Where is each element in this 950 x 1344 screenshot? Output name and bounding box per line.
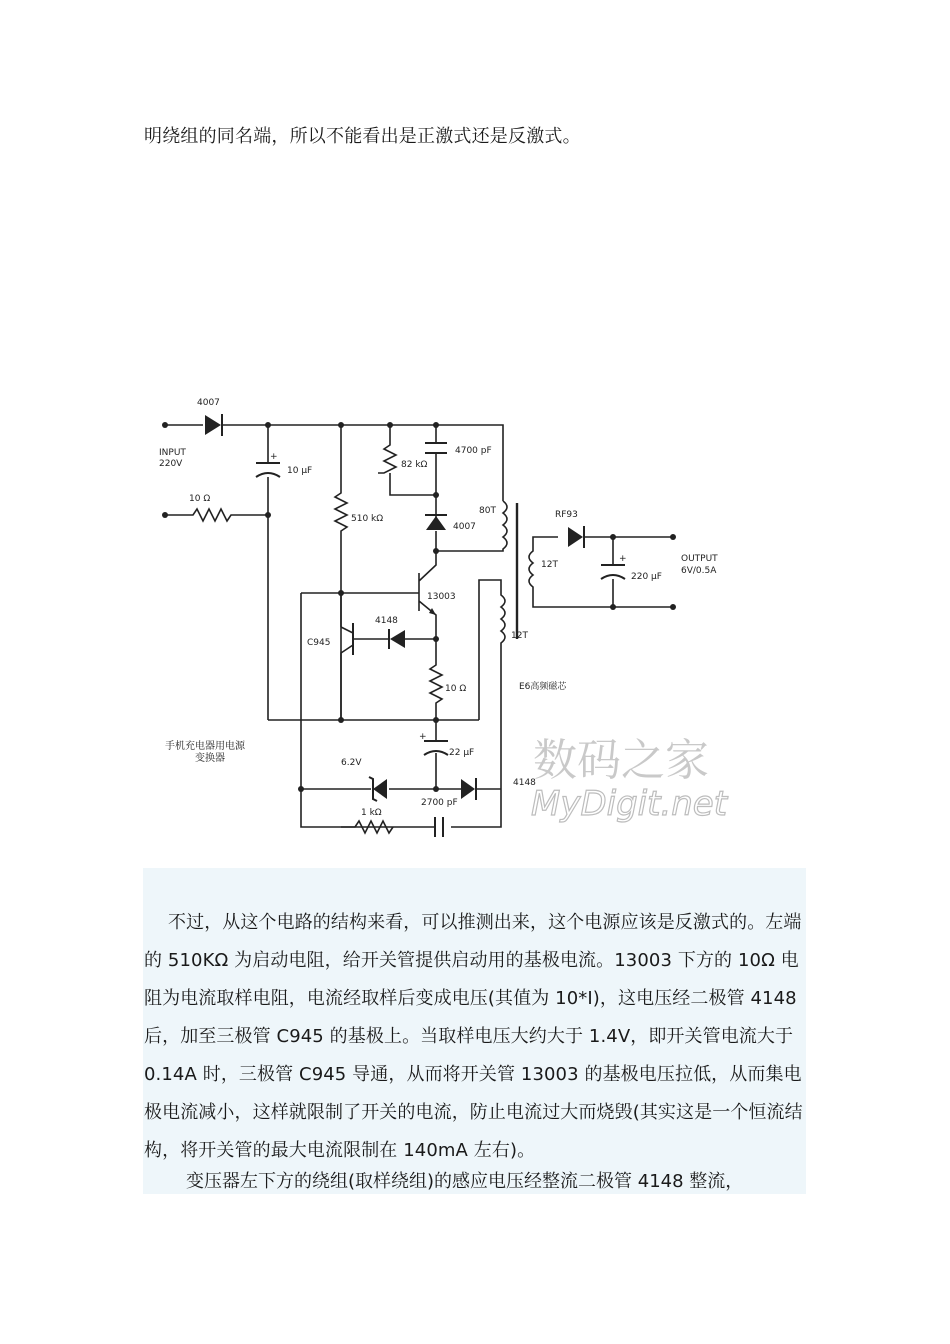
node-fb-left (298, 786, 304, 792)
label-primary-turns: 80T (479, 506, 496, 516)
capacitor-4700pf (425, 443, 447, 453)
output-terminal-bottom (670, 604, 676, 610)
label-c-snubber: 4700 pF (455, 446, 492, 456)
node-bus-1 (338, 717, 344, 723)
paragraph-1: 不过，从这个电路的结构来看，可以推测出来，这个电源应该是反激式的。左端的 510KΩ 为启动电阻，给开关管提供启动用的基极电流。13003 下方的 10Ω 电阻为电流取样电阻，电流经取样后变成电压(其值为 10*I)，这电压经二极管 4148 后，加至三极管 C945 的基极上。当取样电压大约大于 1.4V，即开关管电流大于 0.14A 时，三极管 C945 导通，从而将开关管 13003 的基极电压拉低，从而集电极电流减小，这样就限制了开关的电流，防止电流过大而烧毁(其实这是一个恒流结构，将开关管的最大电流限制在 140mA 左右)。 (144, 912, 803, 1161)
capacitor-22uf (419, 732, 448, 755)
label-c-out: 220 μF (631, 572, 662, 582)
label-d-input: 4007 (197, 398, 220, 408)
paragraph-2: 变压器左下方的绕组(取样绕组)的感应电压经整流二极管 4148 整流， (186, 1171, 744, 1192)
label-c-aux: 22 μF (449, 748, 475, 758)
resistor-10-ohm-input (165, 509, 268, 521)
label-c-input: 10 μF (287, 466, 313, 476)
input-voltage: 220V (159, 459, 183, 469)
label-core: E6高频磁芯 (519, 682, 567, 692)
capacitor-2700pf (435, 817, 443, 837)
diode-4007-input (205, 414, 222, 436)
label-feedback-turns: 12T (511, 631, 528, 641)
watermark-en: MyDigit.net (531, 784, 728, 824)
resistor-10-ohm-sense (430, 629, 442, 720)
label-r-fb: 1 kΩ (361, 808, 382, 818)
output-terminal-top (670, 534, 676, 540)
diode-4007-snubber (425, 515, 447, 530)
svg-text:+: + (419, 732, 427, 742)
label-zener: 6.2V (341, 758, 362, 768)
label-transistor-ctrl: C945 (307, 638, 331, 648)
label-c-fb: 2700 pF (421, 798, 458, 808)
label-d-aux: 4148 (513, 778, 536, 788)
label-secondary-turns: 12T (541, 560, 558, 570)
caption-line1: 手机充电器用电源 (165, 741, 245, 752)
feedback-row-wires (301, 593, 501, 827)
label-d-ctrl: 4148 (375, 616, 398, 626)
transistor-c945 (341, 623, 383, 720)
label-r-input: 10 Ω (189, 494, 211, 504)
node-snubber-mid (433, 492, 439, 498)
label-d-out: RF93 (555, 510, 578, 520)
circuit-diagram (143, 383, 743, 851)
circuit-svg (143, 383, 743, 851)
node-out-bottom (610, 604, 616, 610)
svg-text:+: + (270, 452, 278, 462)
feedback-winding (479, 580, 505, 789)
label-r-start: 510 kΩ (351, 514, 384, 524)
diode-4148-ctrl (383, 629, 436, 649)
label-r-snubber: 82 kΩ (401, 460, 428, 470)
caption-line2: 变换器 (195, 753, 225, 764)
diode-4148-aux (461, 778, 476, 800)
input-title: INPUT (159, 448, 186, 458)
label-r-sense: 10 Ω (445, 684, 467, 694)
label-transistor-main: 13003 (427, 592, 456, 602)
intro-text: 明绕组的同名端，所以不能看出是正激式还是反激式。 (144, 126, 581, 147)
watermark-cn: 数码之家 (533, 735, 709, 786)
secondary-winding (529, 537, 613, 607)
node-out-top (610, 534, 616, 540)
node-cap-bottom (265, 512, 271, 518)
svg-text:+: + (619, 554, 627, 564)
diode-rf93 (568, 526, 584, 548)
output-title: OUTPUT (681, 554, 718, 564)
zener-6v2 (369, 777, 387, 801)
label-d-snubber: 4007 (453, 522, 476, 532)
node-fb-mid (433, 786, 439, 792)
output-rating: 6V/0.5A (681, 566, 717, 576)
